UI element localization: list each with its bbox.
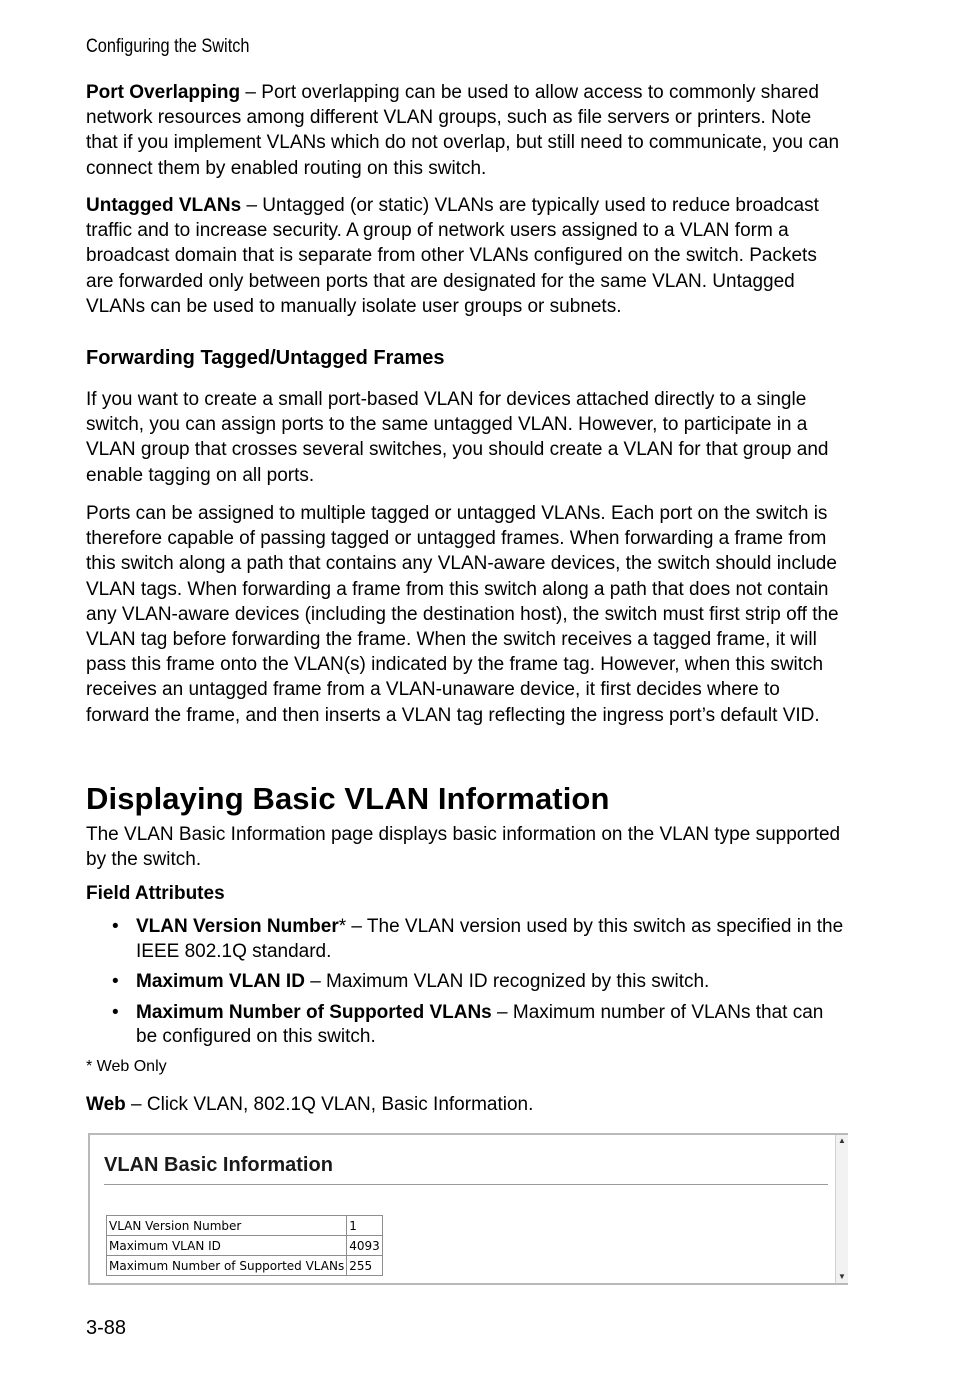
forwarding-paragraph-1: If you want to create a small port-based VLAN for devices attached directly to a single switch, you can assign ports to the same untagged VLAN. However, to participate in a VLAN group that crosses several switches, you should create a VLAN for that group and enable tagging on all ports. xyxy=(86,389,829,486)
vlan-basic-information-screenshot xyxy=(88,1133,848,1285)
table-label: Maximum Number of Supported VLANs xyxy=(107,1256,347,1276)
table-value: 1 xyxy=(347,1216,383,1236)
page-number: 3-88 xyxy=(86,1317,127,1339)
scroll-down-icon[interactable]: ▼ xyxy=(838,1272,846,1281)
table-value: 4093 xyxy=(347,1236,383,1256)
running-header: Configuring the Switch xyxy=(86,36,250,57)
forwarding-paragraph-2: Ports can be assigned to multiple tagged or untagged VLANs. Each port on the switch is therefore capable of passing tagged or untagged frames. When forwarding a frame from this switch along a path that contains any VLAN-aware devices, the switch should include VLAN tags. When forwarding a frame from this switch along a path that does not contain any VLAN-aware devices (including the destination host), the switch must first strip off the VLAN tag before forwarding the frame. When the switch receives a tagged frame, it will pass this frame onto the VLAN(s) indicated by the frame tag. However, when this switch receives an untagged frame from a VLAN-unaware device, it first decides where to forward the frame, and then inserts a VLAN tag reflecting the ingress port’s default VID. xyxy=(86,503,839,726)
field-attribute-suffix: * xyxy=(338,916,347,937)
section-intro: The VLAN Basic Information page displays basic information on the VLAN type supported by the switch. xyxy=(86,824,841,870)
field-attribute-term: Maximum VLAN ID xyxy=(136,971,305,992)
screenshot-title: VLAN Basic Information xyxy=(104,1154,333,1176)
vlan-info-table xyxy=(106,1215,383,1276)
field-attributes-list xyxy=(112,915,846,1050)
scroll-up-icon[interactable]: ▲ xyxy=(838,1136,846,1145)
field-attribute-item xyxy=(112,1001,846,1050)
table-label: VLAN Version Number xyxy=(107,1216,347,1236)
field-attribute-text: – Maximum VLAN ID recognized by this switch. xyxy=(304,971,710,992)
bullet: • xyxy=(112,916,119,937)
section-heading: Displaying Basic VLAN Information xyxy=(86,781,610,816)
untagged-vlans-text: – Untagged (or static) VLANs are typically used to reduce broadcast traffic and to increase security. A group of network users assigned to a VLAN form a broadcast domain that is separate from other VLANs configured on the switch. Packets are forwarded only between ports that are designated for the same VLAN. Untagged VLANs can be used to manually isolate user groups or subnets. xyxy=(86,195,819,317)
port-overlapping-text: – Port overlapping can be used to allow access to commonly shared network resources among different VLAN groups, such as file servers or printers. Note that if you implement VLANs which do not overlap, but still need to communicate, you can connect them by enabled routing on this switch. xyxy=(86,82,840,179)
footnote: * Web Only xyxy=(86,1058,167,1075)
field-attribute-text: – Maximum number of VLANs that can be configured on this switch. xyxy=(136,1001,824,1047)
field-attributes-heading: Field Attributes xyxy=(86,883,225,904)
table-row xyxy=(107,1236,383,1256)
screenshot-divider xyxy=(104,1184,828,1185)
untagged-vlans-paragraph xyxy=(86,193,846,319)
untagged-vlans-term: Untagged VLANs xyxy=(86,195,242,216)
forwarding-heading: Forwarding Tagged/Untagged Frames xyxy=(86,347,445,369)
field-attribute-item xyxy=(112,970,846,995)
table-value: 255 xyxy=(347,1256,383,1276)
port-overlapping-term: Port Overlapping xyxy=(86,82,241,103)
table-row xyxy=(107,1256,383,1276)
web-text: – Click VLAN, 802.1Q VLAN, Basic Information. xyxy=(125,1094,534,1115)
web-instruction xyxy=(86,1094,533,1116)
field-attribute-text: – The VLAN version used by this switch as specified in the IEEE 802.1Q standard. xyxy=(136,916,844,962)
table-label: Maximum VLAN ID xyxy=(107,1236,347,1256)
field-attribute-item xyxy=(112,915,846,964)
bullet: • xyxy=(112,1001,119,1023)
table-row xyxy=(107,1216,383,1236)
web-term: Web xyxy=(86,1094,126,1115)
port-overlapping-paragraph xyxy=(86,80,846,181)
field-attribute-term: Maximum Number of Supported VLANs xyxy=(136,1001,492,1023)
scrollbar[interactable] xyxy=(835,1135,848,1283)
field-attribute-term: VLAN Version Number xyxy=(136,916,339,937)
bullet: • xyxy=(112,971,119,992)
